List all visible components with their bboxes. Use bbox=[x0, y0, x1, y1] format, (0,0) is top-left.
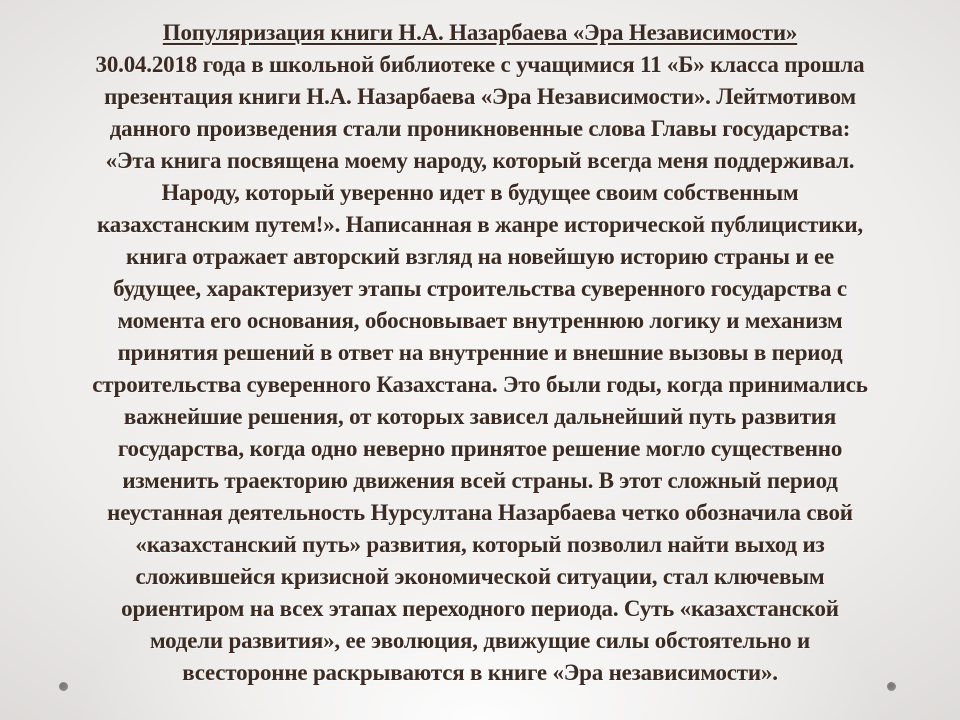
body-line: всесторонне раскрываются в книге «Эра независимости». bbox=[182, 660, 778, 685]
body-line: ориентиром на всех этапах переходного периода. Суть «казахстанской bbox=[121, 596, 839, 621]
body-line: изменить траекторию движения всей страны. В этот сложный период bbox=[122, 468, 838, 493]
body-line: казахстанским путем!». Написанная в жанре исторической публицистики, bbox=[97, 212, 863, 237]
body-line: момента его основания, обосновывает внутреннюю логику и механизм bbox=[117, 308, 843, 333]
body-line: государства, когда одно неверно принятое решение могло существенно bbox=[117, 436, 843, 461]
body-line: неустанная деятельность Нурсултана Назарбаева четко обозначила свой bbox=[107, 500, 853, 525]
body-line: важнейшие решения, от которых зависел дальнейший путь развития bbox=[123, 404, 837, 429]
slide-text-block bbox=[0, 17, 960, 689]
decorative-dot-left bbox=[59, 682, 68, 691]
body-line: Народу, который уверенно идет в будущее своим собственным bbox=[161, 180, 799, 205]
body-line: принятия решений в ответ на внутренние и внешние вызовы в период bbox=[117, 340, 843, 365]
body-line: «казахстанский путь» развития, который позволил найти выход из bbox=[135, 532, 825, 557]
body-line: 30.04.2018 года в школьной библиотеке с учащимися 11 «Б» класса прошла bbox=[95, 52, 865, 77]
body-line: будущее, характеризует этапы строительства суверенного государства с bbox=[113, 276, 847, 301]
body-line: книга отражает авторский взгляд на новейшую историю страны и ее bbox=[126, 244, 834, 269]
body-line: презентация книги Н.А. Назарбаева «Эра Независимости». Лейтмотивом bbox=[104, 84, 856, 109]
decorative-dot-right bbox=[887, 682, 896, 691]
body-line: модели развития», ее эволюция, движущие силы обстоятельно и bbox=[149, 628, 811, 653]
body-line: «Эта книга посвящена моему народу, который всегда меня поддерживал. bbox=[105, 148, 855, 173]
body-line: данного произведения стали проникновенные слова Главы государства: bbox=[109, 116, 851, 141]
body-line: сложившейся кризисной экономической ситуации, стал ключевым bbox=[135, 564, 825, 589]
body-line: строительства суверенного Казахстана. Это были годы, когда принимались bbox=[92, 372, 868, 397]
slide-title: Популяризация книги Н.А. Назарбаева «Эра Независимости» bbox=[162, 20, 798, 45]
